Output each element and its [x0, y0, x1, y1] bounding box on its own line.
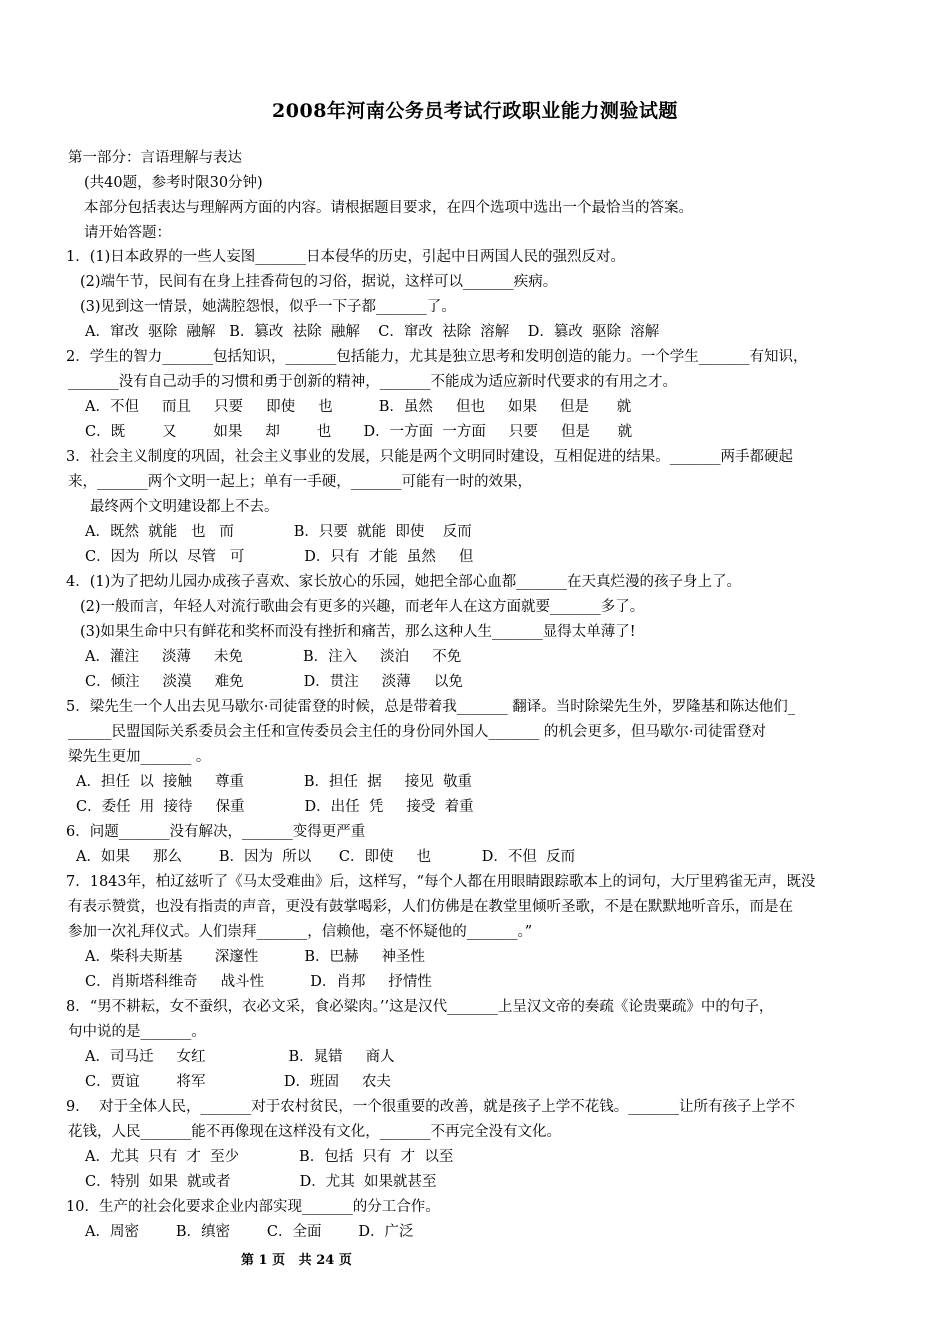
question-4-line-2: (2)一般而言，年轻人对流行歌曲会有更多的兴趣，而老年人在这方面就要_______多了。 — [80, 599, 645, 615]
question-2-line-1: 2．学生的智力_______包括知识，_______包括能力，尤其是独立思考和发明创造的能力。一个学生_______有知识， — [66, 349, 808, 365]
question-1-line-1: 1．(1)日本政界的一些人妄图_______日本侵华的历史，引起中日两国人民的强烈反对。 — [66, 249, 626, 265]
question-6-options: A．如果 那么 B．因为 所以 C．即使 也 D．不但 反而 — [76, 849, 576, 865]
question-1-line-3: (3)见到这一情景，她满腔怨恨，似乎一下子都_______了。 — [80, 299, 456, 315]
section-time-note: (共40题，参考时限30分钟) — [84, 175, 263, 191]
question-3-options-cd: C．因为 所以 尽管 可 D．只有 才能 虽然 但 — [85, 549, 474, 565]
question-8-line-1: 8．“男不耕耘，女不蚕织，衣必文采，食必粱肉。’’这是汉代_______上呈汉文帝的奏疏《论贵粟疏》中的句子， — [66, 999, 774, 1015]
question-10-line-1: 10．生产的社会化要求企业内部实现_______的分工合作。 — [66, 1199, 440, 1215]
question-9-line-1: 9． 对于全体人民，_______对于农村贫民，一个很重要的改善，就是孩子上学不花钱。_______让所有孩子上学不 — [66, 1099, 795, 1115]
question-5-options-cd: C．委任 用 接待 保重 D．出任 凭 接受 着重 — [76, 799, 474, 815]
question-3-options-ab: A．既然 就能 也 而 B．只要 就能 即使 反而 — [85, 524, 472, 540]
page-footer: 第 1 页 共 24 页 — [241, 1253, 352, 1268]
question-2-options-ab: A．不但 而且 只要 即使 也 B．虽然 但也 如果 但是 就 — [85, 399, 632, 415]
question-9-line-2: 花钱，人民_______能不再像现在这样没有文化，_______不再完全没有文化。 — [68, 1124, 561, 1140]
question-8-line-2: 句中说的是_______。 — [68, 1024, 206, 1040]
question-9-options-cd: C．特别 如果 就或者 D．尤其 如果就甚至 — [85, 1174, 437, 1190]
question-1-options: A．窜改 驱除 融解 B．篡改 祛除 融解 C．窜改 祛除 溶解 D．篡改 驱除 溶解 — [85, 324, 660, 340]
question-2-options-cd: C．既 又 如果 却 也 D．一方面 一方面 只要 但是 就 — [85, 424, 633, 440]
question-1-line-2: (2)端午节，民间有在身上挂香荷包的习俗，据说，这样可以_______疾病。 — [80, 274, 558, 290]
question-6-line-1: 6．问题_______没有解决，_______变得更严重 — [66, 824, 366, 840]
question-4-line-1: 4．(1)为了把幼儿园办成孩子喜欢、家长放心的乐园，她把全部心血都_______在天真烂漫的孩子身上了。 — [66, 574, 742, 590]
question-5-line-3: 梁先生更加_______ 。 — [68, 749, 211, 765]
question-7-options-cd: C．肖斯塔科维奇 战斗性 D．肖邦 抒情性 — [85, 974, 432, 990]
question-4-options-ab: A．灌注 淡薄 未免 B．注入 淡泊 不免 — [85, 649, 462, 665]
question-9-options-ab: A．尤其 只有 才 至少 B．包括 只有 才 以至 — [85, 1149, 454, 1165]
question-7-line-3: 参加一次礼拜仪式。人们崇拜_______，信赖他，毫不怀疑他的_______。” — [68, 924, 533, 940]
start-prompt: 请开始答题： — [84, 225, 171, 241]
question-8-options-ab: A．司马迁 女红 B．晁错 商人 — [85, 1049, 395, 1065]
question-7-line-2: 有表示赞赏，也没有指责的声音，更没有鼓掌喝彩，人们仿佛是在教堂里倾听圣歌，不是在默默地听音乐，而是在 — [68, 899, 793, 915]
question-5-line-1: 5．梁先生一个人出去见马歇尔·司徒雷登的时候，总是带着我_______ 翻译。当时除梁先生外，罗隆基和陈达他们_ — [66, 699, 795, 715]
question-3-line-2: 来，_______两个文明一起上；单有一手硬，_______可能有一时的效果， — [68, 474, 532, 490]
question-10-options: A．周密 B．缜密 C．全面 D．广泛 — [85, 1224, 414, 1240]
question-7-options-ab: A．柴科夫斯基 深邃性 B．巴赫 神圣性 — [85, 949, 426, 965]
section-heading: 第一部分：言语理解与表达 — [68, 150, 242, 166]
section-instructions: 本部分包括表达与理解两方面的内容。请根据题目要求，在四个选项中选出一个最恰当的答案。 — [84, 200, 693, 216]
question-3-line-3: 最终两个文明建设都上不去。 — [90, 499, 279, 515]
question-4-line-3: (3)如果生命中只有鲜花和奖杯而没有挫折和痛苦，那么这种人生_______显得太单薄了! — [80, 624, 636, 640]
document-title: 2008年河南公务员考试行政职业能力测验试题 — [272, 100, 678, 122]
question-5-line-2: ______民盟国际关系委员会主任和宣传委员会主任的身份同外国人_______ 的机会更多，但马歇尔·司徒雷登对 — [68, 724, 766, 740]
question-3-line-1: 3．社会主义制度的巩固，社会主义事业的发展，只能是两个文明同时建设，互相促进的结果。_______两手都硬起 — [66, 449, 793, 465]
question-5-options-ab: A．担任 以 接触 尊重 B．担任 据 接见 敬重 — [76, 774, 473, 790]
question-2-line-2: _______没有自己动手的习惯和勇于创新的精神，_______不能成为适应新时代要求的有用之才。 — [68, 374, 677, 390]
question-8-options-cd: C．贾谊 将军 D．班固 农夫 — [85, 1074, 391, 1090]
question-7-line-1: 7．1843年，柏辽兹听了《马太受难曲》后，这样写，“每个人都在用眼睛跟踪歌本上的词句，大厅里鸦雀无声，既没 — [66, 874, 816, 890]
question-4-options-cd: C．倾注 淡漠 难免 D．贯注 淡薄 以免 — [85, 674, 463, 690]
